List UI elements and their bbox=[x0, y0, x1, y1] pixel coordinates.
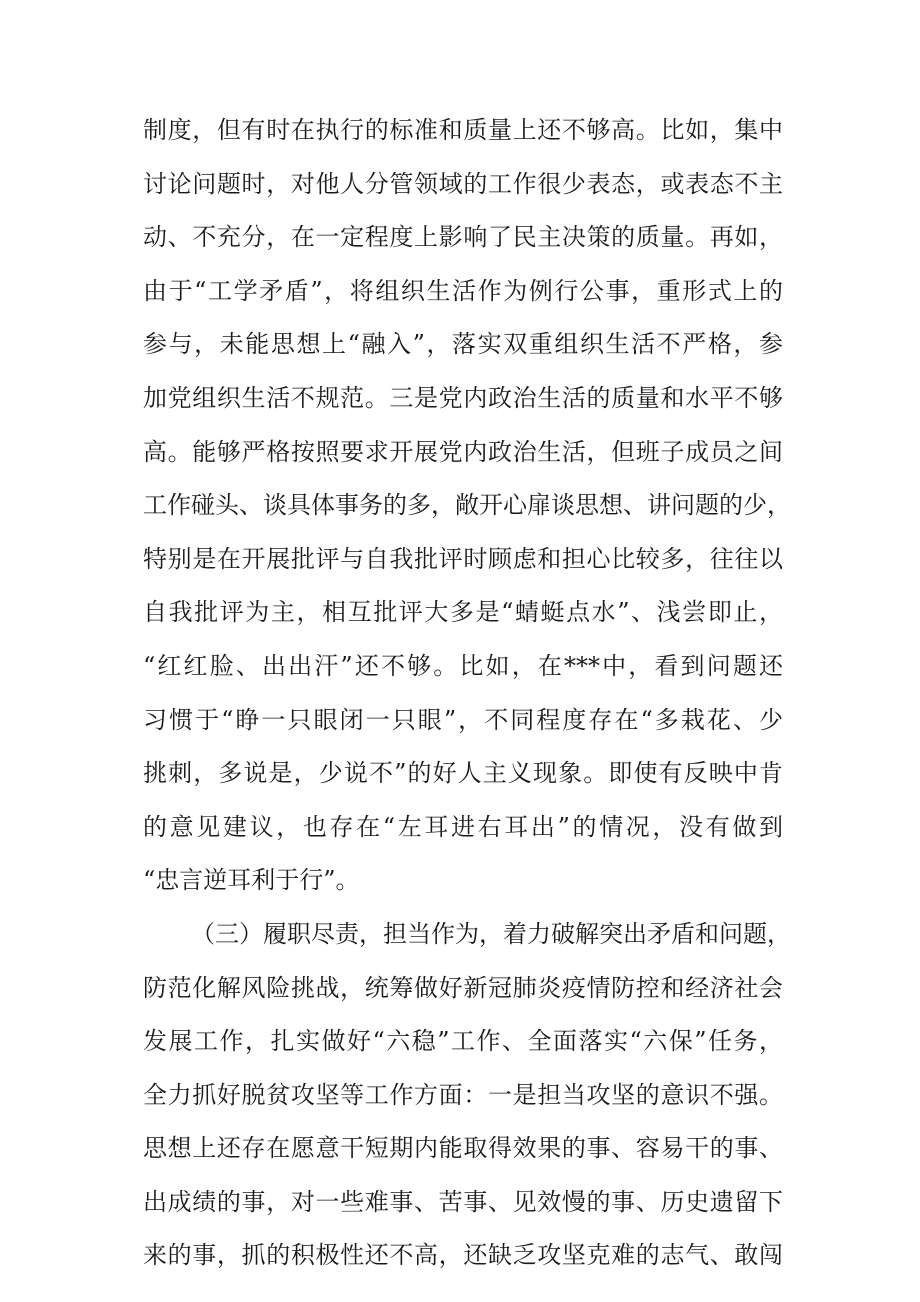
text-line: 全力抓好脱贫攻坚等工作方面：一是担当攻坚的意识不强。 bbox=[143, 1080, 783, 1109]
text-line: 特别是在开展批评与自我批评时顾虑和担心比较多，往往以 bbox=[143, 544, 783, 573]
text-line: 来的事，抓的积极性还不高，还缺乏攻坚克难的志气、敢闯 bbox=[143, 1241, 783, 1270]
text-line: 发展工作，扎实做好“六稳”工作、全面落实“六保”任务， bbox=[143, 1027, 783, 1056]
text-line: 制度，但有时在执行的标准和质量上还不够高。比如，集中 bbox=[143, 116, 783, 144]
text-line: 讨论问题时，对他人分管领域的工作很少表态，或表态不主 bbox=[143, 169, 783, 198]
text-line: 出成绩的事，对一些难事、苦事、见效慢的事、历史遗留下 bbox=[143, 1187, 783, 1216]
text-line: 思想上还存在愿意干短期内能取得效果的事、容易干的事、 bbox=[143, 1134, 783, 1163]
text-line: “红红脸、出出汗”还不够。比如，在***中，看到问题还 bbox=[143, 651, 783, 680]
text-line: 防范化解风险挑战，统筹做好新冠肺炎疫情防控和经济社会 bbox=[143, 973, 783, 1002]
text-line: 加党组织生活不规范。三是党内政治生活的质量和水平不够 bbox=[143, 383, 783, 412]
text-line: 挑刺，多说是，少说不”的好人主义现象。即使有反映中肯 bbox=[143, 759, 783, 788]
text-line: 参与，未能思想上“融入”，落实双重组织生活不严格，参 bbox=[143, 330, 783, 359]
text-line: 的意见建议，也存在“左耳进右耳出”的情况，没有做到 bbox=[143, 812, 783, 841]
text-line: 动、不充分，在一定程度上影响了民主决策的质量。再如， bbox=[143, 223, 783, 252]
text-line: 高。能够严格按照要求开展党内政治生活，但班子成员之间 bbox=[143, 437, 783, 466]
text-line: “忠言逆耳利于行”。 bbox=[143, 866, 360, 895]
text-line: 自我批评为主，相互批评大多是“蜻蜓点水”、浅尝即止， bbox=[143, 598, 783, 627]
text-line: 由于“工学矛盾”，将组织生活作为例行公事，重形式上的 bbox=[143, 276, 783, 305]
text-line: 工作碰头、谈具体事务的多，敞开心扉谈思想、讲问题的少， bbox=[143, 491, 791, 520]
section-heading-line: （三）履职尽责，担当作为，着力破解突出矛盾和问题， bbox=[191, 919, 791, 948]
text-line: 习惯于“睁一只眼闭一只眼”，不同程度存在“多栽花、少 bbox=[143, 705, 783, 734]
body-text bbox=[143, 104, 791, 1283]
